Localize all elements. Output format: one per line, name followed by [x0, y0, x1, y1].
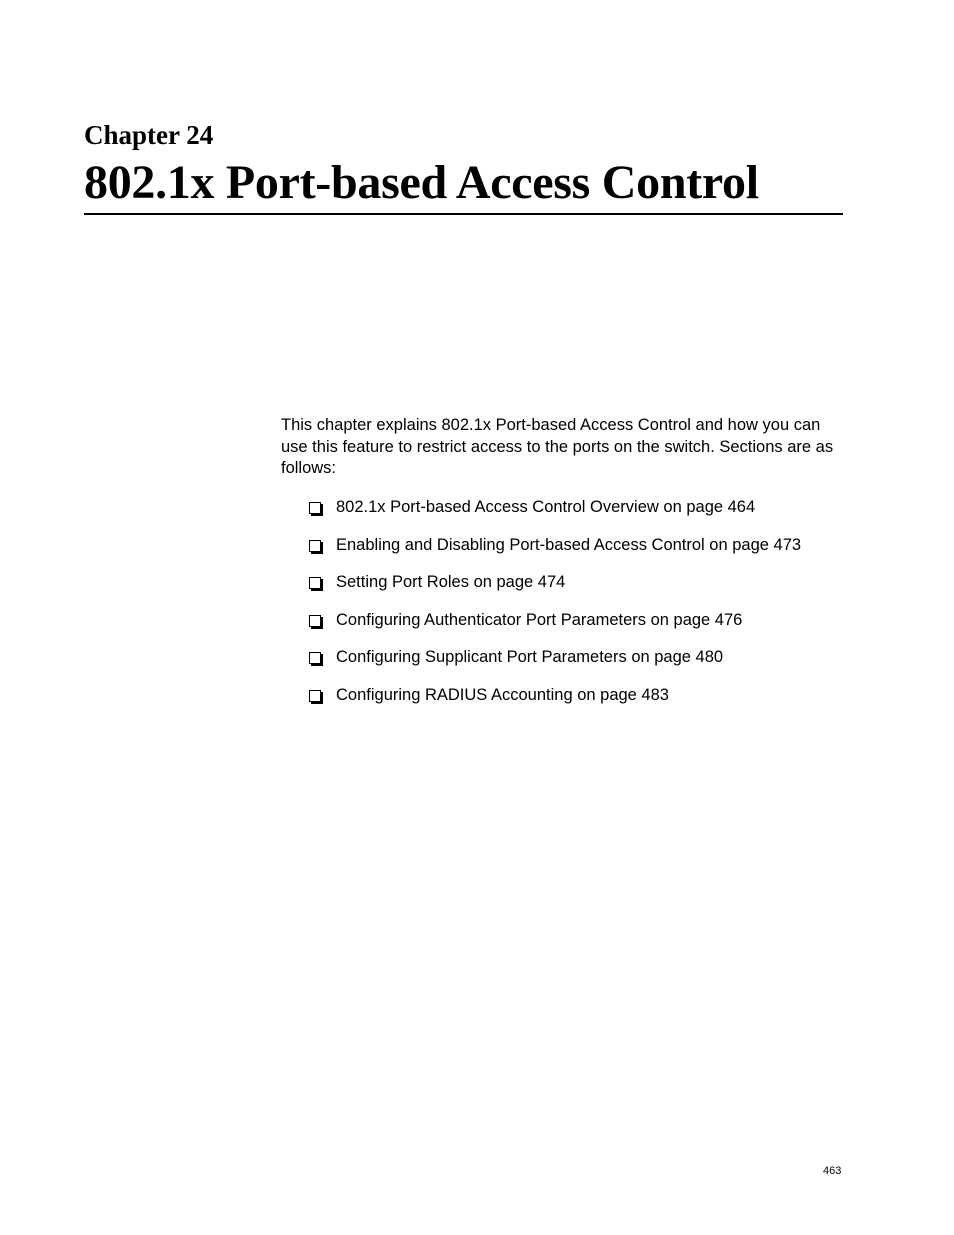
chapter-title: 802.1x Port-based Access Control	[84, 156, 759, 209]
section-item[interactable]	[309, 571, 869, 609]
section-item[interactable]	[309, 646, 869, 684]
chapter-label: Chapter 24	[84, 120, 214, 150]
checkbox-bullet-icon	[309, 690, 321, 702]
section-link[interactable]: Configuring RADIUS Accounting on page 483	[336, 685, 669, 704]
section-item[interactable]	[309, 534, 869, 572]
section-link[interactable]: Enabling and Disabling Port-based Access Control on page 473	[336, 535, 802, 554]
section-link[interactable]: Configuring Supplicant Port Parameters on page 480	[336, 648, 724, 666]
section-link[interactable]: 802.1x Port-based Access Control Overview on page 464	[336, 498, 756, 516]
section-item[interactable]	[309, 684, 869, 722]
checkbox-bullet-icon	[309, 540, 321, 552]
page-number: 463	[823, 1165, 842, 1177]
title-rule	[84, 213, 843, 215]
section-link[interactable]: Configuring Authenticator Port Parameters on page 476	[336, 610, 743, 629]
checkbox-bullet-icon	[309, 577, 321, 589]
checkbox-bullet-icon	[309, 615, 321, 627]
section-list	[309, 496, 869, 721]
intro-paragraph: This chapter explains 802.1x Port-based Access Control and how you can use this feature to restrict access to the ports on the switch. Sections are as follows:	[281, 416, 834, 477]
section-item[interactable]	[309, 609, 869, 647]
checkbox-bullet-icon	[309, 502, 321, 514]
section-item[interactable]	[309, 496, 869, 534]
section-link[interactable]: Setting Port Roles on page 474	[336, 573, 566, 591]
checkbox-bullet-icon	[309, 652, 321, 664]
